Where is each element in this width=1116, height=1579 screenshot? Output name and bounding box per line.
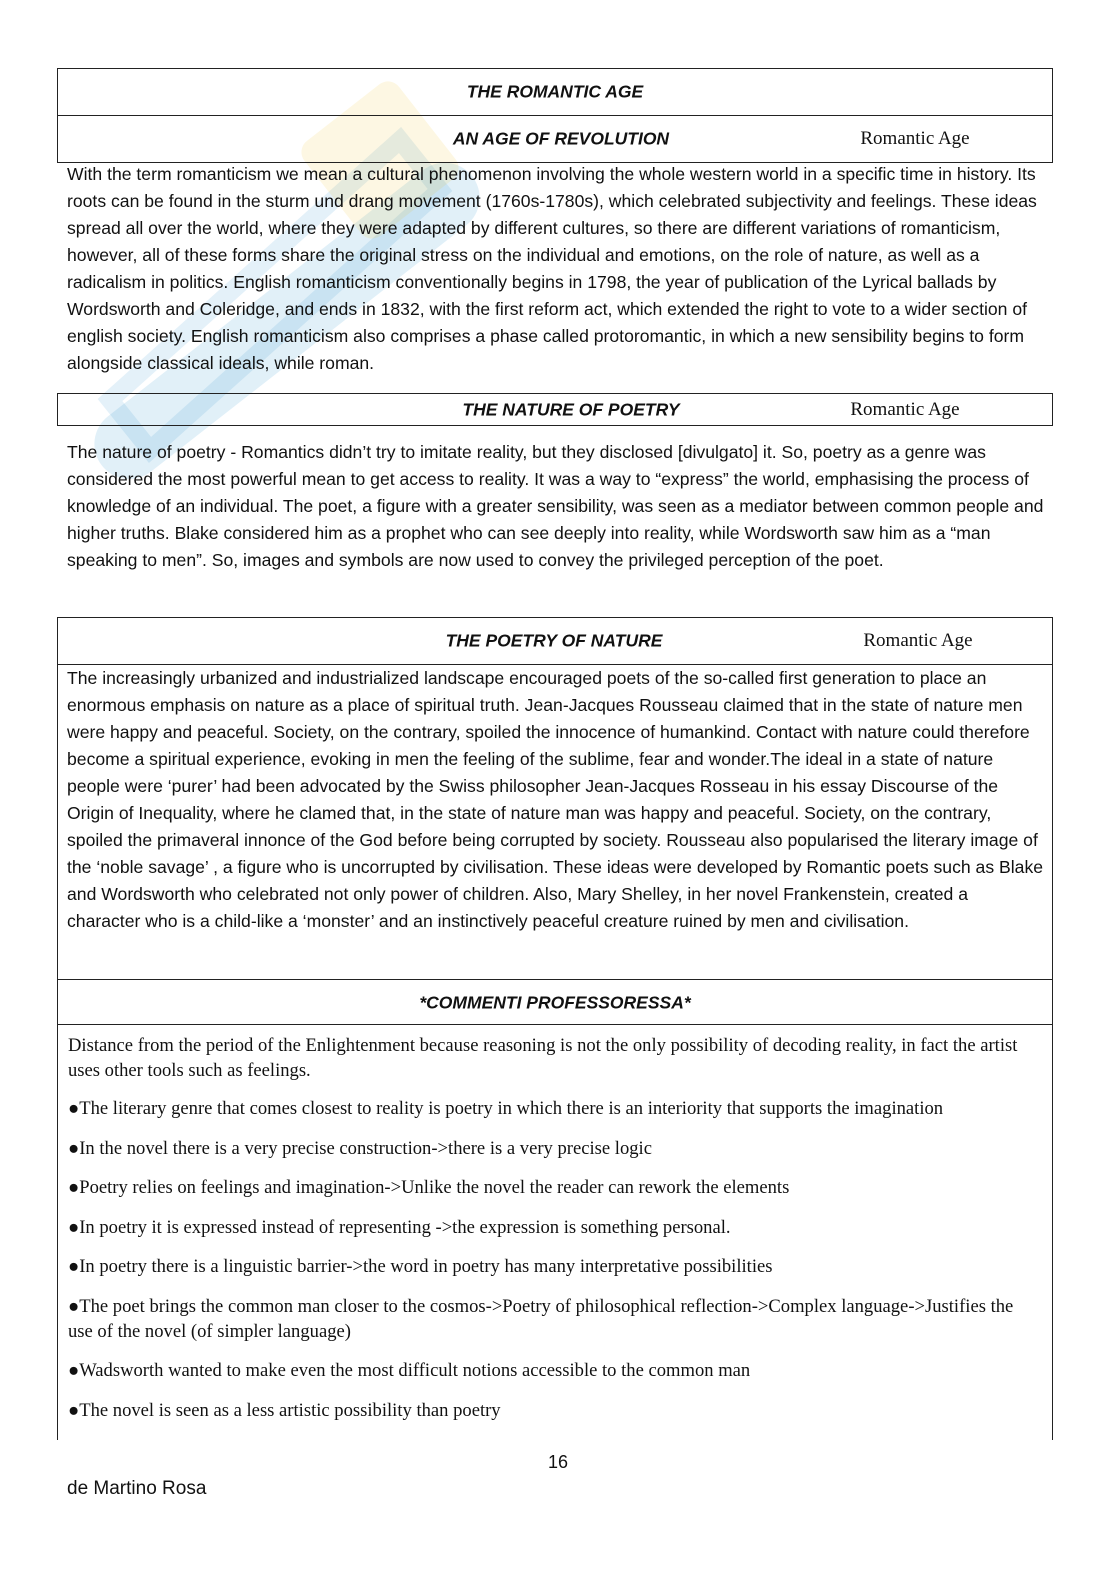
comment-bullet: ●The novel is seen as a less artistic possibility than poetry xyxy=(68,1399,501,1421)
header-row-title xyxy=(58,394,1052,425)
author-name: de Martino Rosa xyxy=(67,1478,207,1499)
comment-bullet: ●Poetry relies on feelings and imagination->Unlike the novel the reader can rework the elements xyxy=(68,1177,790,1198)
section-header-nature-of-poetry xyxy=(57,393,1053,426)
paragraph-poetry-of-nature: The increasingly urbanized and industrialized landscape encouraged poets of the so-called first generation to place an enormous emphasis on nature as a place of spiritual truth. Jean-Jacques Rousseau claimed that in the state of nature men were happy and peaceful. Society, on the contrary, spoiled the innocence of humankind. Contact with nature could therefore become a spiritual experience, evoking in men the feeling of the sublime, fear and wonder.The ideal in a state of nature people were ‘purer’ had been advocated by the Swiss philosopher Jean-Jacques Rosseau in his essay Discourse of the Origin of Inequality, where he clamed that, in the state of nature man was happy and peaceful. Society, on the contrary, spoiled the primaveral innonce of the God before being corrupted by society. Rousseau also popularised the literary image of the ‘noble savage’ , a figure who is uncorrupted by civilisation. These ideas were developed by Romantic poets such as Blake and Wordsworth who celebrated not only power of children. Also, Mary Shelley, in her novel Frankenstein, created a character who is a child-like a ‘monster’ and an instinctively peaceful creature ruined by men and civilisation. xyxy=(67,668,1044,931)
paragraph-nature-of-poetry: The nature of poetry - Romantics didn’t try to imitate reality, but they disclosed [divulgato] it. So, poetry as a genre was considered the most powerful mean to get access to reality. It was a way to “express” the world, emphasising the process of knowledge of an individual. The poet, a figure with a greater sensibility, was seen as a mediator between common people and higher truths. Blake considered him as a prophet who can see deeply into reality, while Wordsworth saw him as a “man speaking to men”. So, images and symbols are now used to convey the privileged perception of the poet. xyxy=(67,442,1044,570)
header-row-subtitle xyxy=(58,115,1052,162)
page-number: 16 xyxy=(547,1452,569,1472)
comment-bullet: ●In the novel there is a very precise construction->there is a very precise logic xyxy=(68,1137,652,1159)
header-row-title xyxy=(58,980,1052,1026)
section-title-poetry-of-nature: THE POETRY OF NATURE xyxy=(445,630,663,651)
comment-bullet: ●The poet brings the common man closer to the cosmos->Poetry of philosophical reflection->Complex language->Justifies the use of the novel (of simpler language) xyxy=(68,1295,1014,1342)
comments-intro: Distance from the period of the Enlightenment because reasoning is not the only possibility of decoding reality, in fact the artist uses other tools such as feelings. xyxy=(68,1035,1018,1081)
header-row-title xyxy=(58,618,1052,664)
comment-bullet: ●The literary genre that comes closest to reality is poetry in which there is an interiority that supports the imagination xyxy=(68,1098,944,1119)
section-title-age-of-revolution: AN AGE OF REVOLUTION xyxy=(452,128,670,149)
comments-body xyxy=(57,1024,1053,1440)
section-tag: Romantic Age xyxy=(860,128,970,149)
section-title-commenti: *COMMENTI PROFESSORESSA* xyxy=(419,992,691,1013)
section-tag: Romantic Age xyxy=(863,630,973,651)
comment-bullet: ●Wadsworth wanted to make even the most difficult notions accessible to the common man xyxy=(68,1360,751,1381)
comment-bullet: ●In poetry it is expressed instead of representing ->the expression is something personal. xyxy=(68,1216,731,1238)
section-title-nature-of-poetry: THE NATURE OF POETRY xyxy=(462,399,680,419)
section-header-commenti xyxy=(57,979,1053,1025)
section-tag: Romantic Age xyxy=(850,398,960,420)
comment-bullet: ●In poetry there is a linguistic barrier->the word in poetry has many interpretative possibilities xyxy=(68,1256,773,1277)
document-title: THE ROMANTIC AGE xyxy=(466,81,644,102)
paragraph-age-of-revolution: With the term romanticism we mean a cultural phenomenon involving the whole western world in a specific time in history. Its roots can be found in the sturm und drang movement (1760s-1780s), which celebrated subjectivity and feelings. These ideas spread all over the world, where they were adapted by different cultures, so there are different variations of romanticism, however, all of these forms share the original stress on the individual and emotions, on the role of nature, as well as a radicalism in politics. English romanticism conventionally begins in 1798, the year of publication of the Lyrical ballads by Wordsworth and Coleridge, and ends in 1832, with the first reform act, which extended the right to vote to a wider section of english society. English romanticism also comprises a phase called protoromantic, in which a new sensibility begins to form alongside classical ideals, while roman. xyxy=(67,164,1037,373)
header-row-title xyxy=(58,69,1052,115)
section-header-romantic-age xyxy=(57,68,1053,163)
